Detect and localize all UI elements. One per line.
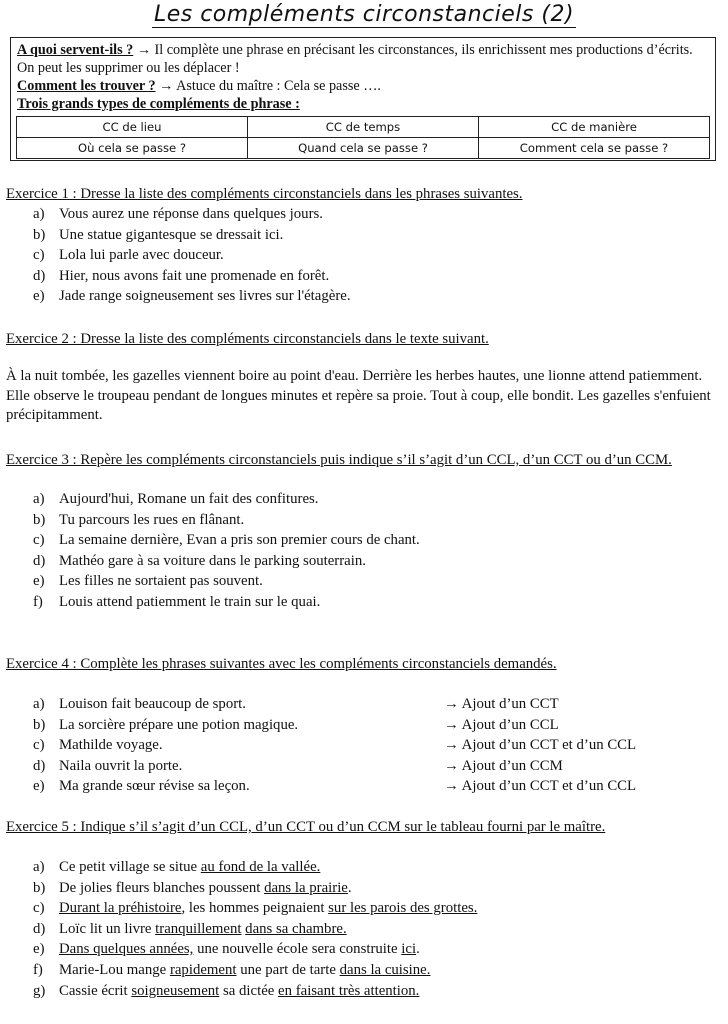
underlined-complement: au fond de la vallée. [200,859,321,875]
exercise-heading: Exercice 3 : Repère les compléments circonstanciels puis indique s’il s’agit d’un CCL, d’un CCT ou d’un CCM. [6,452,672,468]
exercise-list [6,204,722,307]
item-letter: c) [33,900,45,917]
text-fragment: Loïc lit un livre [59,920,156,937]
item-text: Hier, nous avons fait une promenade en forêt. [59,267,330,284]
list-item [6,919,722,940]
item-letter: b) [33,716,46,733]
list-item [6,551,722,572]
exercise-heading: Exercice 5 : Indique s’il s’agit d’un CCL, d’un CCT ou d’un CCM sur le tableau fourni par le maître. [6,819,606,835]
underlined-complement: Dans quelques années, [59,941,194,958]
item-text: Mathéo gare à sa voiture dans le parking souterrain. [59,552,366,569]
exercise-1 [6,185,722,307]
underlined-complement: rapidement [169,961,237,978]
list-item [6,571,722,592]
underlined-complement: soigneusement [131,982,220,999]
purpose-line [17,41,709,77]
item-text [33,880,352,896]
list-item [6,960,722,981]
item-text [33,941,420,957]
item-letter: c) [33,247,45,264]
underlined-complement: Durant la préhistoire [59,900,182,917]
item-text: Les filles ne sortaient pas souvent. [59,573,263,590]
exercise-list [6,694,722,797]
item-letter: d) [33,267,46,284]
list-item [6,286,722,307]
item-text [33,921,347,937]
exercise-2 [6,330,722,426]
item-text [33,900,477,916]
item-text: Louis attend patiemment le train sur le quai. [59,593,321,610]
exercise-4 [6,655,722,797]
list-item [6,489,722,510]
table-cell: Quand cela se passe ? [248,138,479,159]
item-letter: a) [33,206,45,222]
list-item [6,510,722,531]
find-label: Comment les trouver ? [17,78,156,94]
exercise-heading: Exercice 4 : Complète les phrases suivantes avec les compléments circonstanciels demandés. [6,656,557,672]
item-text: Lola lui parle avec douceur. [59,247,224,264]
item-letter: c) [33,532,45,549]
item-text: Ma grande sœur révise sa leçon. [59,778,250,795]
item-letter: f) [33,961,43,978]
item-letter: d) [33,920,46,937]
item-text: Aujourd'hui, Romane un fait des confitures. [59,491,319,507]
item-letter: g) [33,982,46,999]
item-letter: e) [33,288,45,305]
table-cell: Comment cela se passe ? [479,138,710,159]
list-item [6,756,722,777]
list-item [6,939,722,960]
text-fragment: De jolies fleurs blanches poussent [59,879,265,896]
item-text [33,859,320,875]
item-letter: a) [33,696,45,712]
item-text: Jade range soigneusement ses livres sur l'étagère. [59,288,351,305]
find-line [17,77,709,95]
text-fragment: sa dictée [219,982,279,999]
table-cell: CC de lieu [17,117,248,138]
info-box [10,37,716,161]
exercise-list [6,857,722,1001]
text-fragment: . [416,941,420,958]
list-item [6,776,722,797]
list-item [6,204,722,225]
item-text: Une statue gigantesque se dressait ici. [59,226,284,243]
item-text: Tu parcours les rues en flânant. [59,511,245,528]
table-cell: Où cela se passe ? [17,138,248,159]
item-text: Mathilde voyage. [59,737,163,754]
find-text: → Astuce du maître : Cela se passe …. [155,78,381,94]
item-hint: → Ajout d’un CCL [444,716,559,733]
list-item [6,981,722,1002]
exercise-5 [6,818,722,1001]
text-fragment: Ce petit village se situe [59,859,201,875]
page-title: Les compléments circonstanciels (2) [153,2,575,27]
item-letter: a) [33,491,45,507]
item-letter: d) [33,552,46,569]
table-row [17,117,710,138]
exercise-list [6,489,722,613]
item-text: La sorcière prépare une potion magique. [59,716,299,733]
text-fragment: , les hommes peignaient [181,900,329,917]
list-item [6,898,722,919]
item-letter: c) [33,737,45,754]
types-table [16,116,710,159]
text-fragment: Marie-Lou mange [59,961,170,978]
exercise-paragraph: À la nuit tombée, les gazelles viennent boire au point d'eau. Derrière les herbes hautes, une lionne attend patiemment. Elle observe le troupeau pendant de longues minutes et repère sa proie. Tout à coup, elle bondit. Les gazelles s'enfuient précipitamment. [6,368,711,423]
item-text: Vous aurez une réponse dans quelques jours. [59,206,323,222]
text-fragment: . [347,879,352,896]
item-hint: → Ajout d’un CCT et d’un CCL [444,737,637,754]
text-fragment: une part de tarte [236,961,340,978]
item-text [33,983,419,999]
list-item [6,530,722,551]
item-letter: a) [33,859,45,875]
item-letter: e) [33,941,45,958]
underlined-complement: sur les parois des grottes. [328,900,478,917]
text-fragment: Cassie écrit [59,982,132,999]
underlined-complement: dans la cuisine. [339,961,431,978]
item-letter: b) [33,226,46,243]
item-text: La semaine dernière, Evan a pris son premier cours de chant. [59,532,420,549]
item-letter: d) [33,757,46,774]
list-item [6,225,722,246]
exercise-3 [6,451,722,613]
underlined-complement: dans la prairie [264,879,348,896]
underlined-complement: tranquillement [155,920,242,937]
item-letter: e) [33,573,45,590]
underlined-complement: en faisant très attention. [278,982,420,999]
item-letter: b) [33,879,46,896]
item-hint: → Ajout d’un CCM [444,757,563,774]
list-item [6,857,722,878]
list-item [6,735,722,756]
item-hint: → Ajout d’un CCT et d’un CCL [444,778,637,795]
underlined-complement: dans sa chambre. [245,920,347,937]
item-text: Louison fait beaucoup de sport. [59,696,246,712]
list-item [6,694,722,715]
list-item [6,715,722,736]
table-cell: CC de temps [248,117,479,138]
list-item [6,245,722,266]
item-letter: e) [33,778,45,795]
item-letter: f) [33,593,43,610]
item-hint: → Ajout d’un CCT [444,696,559,712]
list-item [6,592,722,613]
purpose-label: A quoi servent-ils ? [17,42,134,58]
purpose-text: → Il complète une phrase en précisant les circonstances, ils enrichissent mes productions d’écrits. On peut les supprimer ou les déplacer ! [17,42,693,76]
types-heading: Trois grands types de compléments de phrase : [17,96,300,112]
item-text [33,962,430,978]
table-row [17,138,710,159]
exercise-heading: Exercice 2 : Dresse la liste des compléments circonstanciels dans le texte suivant. [6,331,489,347]
table-cell: CC de manière [479,117,710,138]
underlined-complement: ici [401,941,417,958]
item-letter: b) [33,511,46,528]
list-item [6,266,722,287]
text-fragment: une nouvelle école sera construite [193,941,402,958]
list-item [6,878,722,899]
item-text: Naila ouvrit la porte. [59,757,183,774]
exercise-heading: Exercice 1 : Dresse la liste des compléments circonstanciels dans les phrases suivantes. [6,186,523,202]
